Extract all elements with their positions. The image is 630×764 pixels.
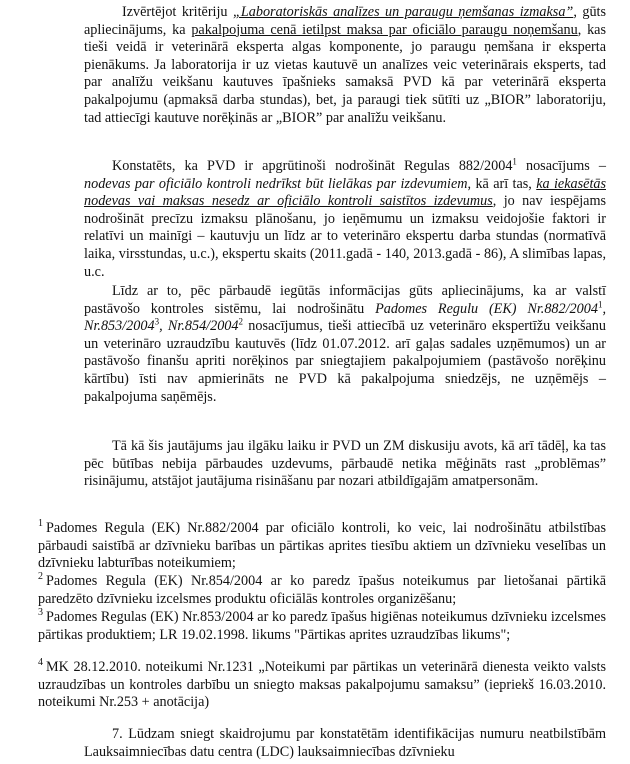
highlighted-finding: pakalpojuma cenā ietilpst maksa par oficiālo paraugu noņemšanu <box>191 21 578 38</box>
footnote-1: $^1$ Padomes Regula (EK) Nr.882/2004 par oficiālo kontroli, ko veic, lai nodrošinātu atbilstības pārbaudi saistībā ar dzīvnieku barības un pārtikas aprites tiesību aktiem un dzīvnieku veselības un dzīvnieku labturības noteikumiem; <box>38 518 606 572</box>
footnote-number: 4 <box>38 657 43 669</box>
paragraph-conclusion: Līdz ar to, pēc pārbaudē iegūtās informācijas gūts apliecinājums, ka ar valstī pastāvošo kontroles sistēmu, lai nodrošinātu Padomes Regulu (EK) Nr.882/2004$^1$, Nr.853/2004$^3$, Nr.854/2004$^2$ nosacījumus, tieši attiecībā uz veterināro ekspertīžu veikšanu un veterināro uzraudzību kautuvēs (līdz 01.07.2012. arī gaļas sadales uzņēmumos) un ar pastāvošo finanšu apriti norēķinos par sniegtajiem pakalpojumiem (pastāvošo norēķinu kārtību) īsti nav apmierināts ne PVD kā pakalpojuma sniedzējs, ne uzņēmējs – pakalpojuma saņēmējs. <box>84 283 606 405</box>
footnote-ref: 1 <box>597 298 603 309</box>
footnote-number: 1 <box>38 518 43 530</box>
criterion-name: „Laboratoriskās analīzes un paraugu ņemšanas izmaksa” <box>233 4 574 20</box>
paragraph-discussion: Tā kā šis jautājums jau ilgāku laiku ir PVD un ZM diskusiju avots, kā arī tādēļ, ka tas pēc būtības nebija pārbaudes uzdevums, pārbaudē netika mēģināts rast „problēmas” risinājumu, atstājot jautājuma risināšanu par nozari atbildīgajām amatpersonām. <box>84 438 606 490</box>
footnote-3: $^3$ Padomes Regulas (EK) Nr.853/2004 ar ko paredz īpašus higiēnas noteikumus dzīvnieku izcelsmes pārtikas produktiem; LR 19.02.1998. likums "Pārtikas aprites uzraudzības likums"; <box>38 607 606 643</box>
footnote-number: 2 <box>38 571 43 583</box>
emphasis-underlined: ka iekasētās nodevas vai maksas nesedz ar oficiālo kontroli saistītos izdevumus <box>84 175 606 210</box>
footnote-4: $^4$ MK 28.12.2010. noteikumi Nr.1231 „Noteikumi par pārtikas un veterinārā dienesta veikto valsts uzraudzības un kontroles darbību un sniegto maksas pakalpojumu samaksu” (iepriekš 16.03.2010. noteikumi Nr.253 + anotācija) <box>38 657 606 711</box>
footnote-number: 3 <box>38 607 43 619</box>
paragraph-lab-analysis: Izvērtējot kritēriju „Laboratoriskās analīzes un paraugu ņemšanas izmaksa”, gūts apliecinājums, ka pakalpojuma cenā ietilpst maksa par oficiālo paraugu noņemšanu, kas tieši veidā ir veterinārā eksperta algas komponente, jo paraugu ņemšana ir eksperta pienākums. Ja laboratorija ir uz vietas kautuvē un analīzes veic veterinārais eksperts, tad par analīžu veikšanu kautuves īpašnieks samaksā PVD kā par veterinārā eksperta pakalpojumu (apmaksā darba stundas), bet, ja paraugi tiek sūtīti uz „BIOR” laboratoriju, tad attiecīgi kautuve norēķinās ar „BIOR” par analīžu veikšanu. <box>84 4 606 126</box>
footnote-ref: 3 <box>154 316 160 327</box>
regulation-ref: Padomes Regulu (EK) Nr.882/2004 <box>375 300 598 317</box>
footnote-2: $^2$ Padomes Regula (EK) Nr.854/2004 ar ko paredz īpašus noteikumus par lietošanai pārtikā paredzēto dzīvnieku izcelsmes produktu oficiālās kontroles organizēšanu; <box>38 571 606 607</box>
paragraph-item-7: 7. Lūdzam sniegt skaidrojumu par konstatētām identifikācijas numuru neatbilstībām Lauksaimniecības datu centra (LDC) lauksaimniecības dzīvnieku <box>84 726 606 760</box>
footnote-ref: 1 <box>512 156 517 167</box>
emphasis-text: nodevas par oficiālo kontroli nedrīkst būt lielākas par izdevumiem <box>84 175 468 192</box>
paragraph-pvd-finding: Konstatēts, ka PVD ir apgrūtinoši nodrošināt Regulas 882/2004$^1$ nosacījums – nodevas par oficiālo kontroli nedrīkst būt lielākas par izdevumiem, kā arī tas, ka iekasētās nodevas vai maksas nesedz ar oficiālo kontroli saistītos izdevumus, jo nav iespējams nodrošināt precīzu izmaksu plānošanu, jo ieņēmumu un izmaksu veidojošie faktori ir relatīvi un mainīgi – kautuvju un līdz ar to veterināro ekspertu darba stundas (normatīvā laika, virsstundas, u.c.), ekspertu skaits (2011.gadā - 140, 2013.gadā - 86), A slimības lapas, u.c. <box>84 156 606 280</box>
footnote-ref: 2 <box>238 316 243 327</box>
criterion-intro: Izvērtējot kritēriju <box>122 4 233 20</box>
